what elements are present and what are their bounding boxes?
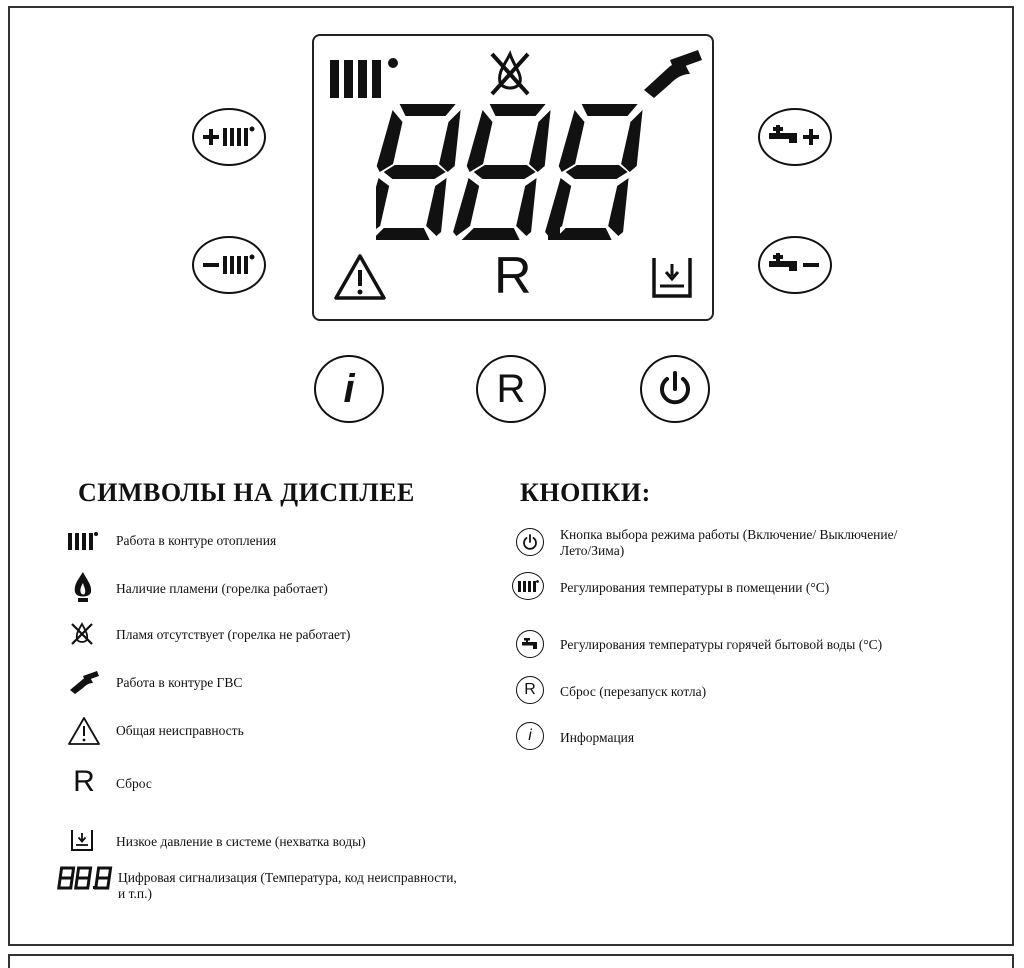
legend-item-text: Информация [560,730,635,745]
reset-icon: R [496,367,526,411]
segment-digits [376,102,656,242]
legend-tap-icon [516,630,544,658]
digit-3 [544,104,648,240]
dhw-minus-button[interactable] [758,236,832,294]
legend-radiator-icon [66,530,100,552]
info-button[interactable] [314,355,384,423]
radiator-icon [328,56,402,100]
legend-digits-icon [56,864,114,892]
warning-icon [332,252,388,302]
power-icon [656,370,694,408]
reset-symbol: R [494,247,532,305]
legend-low-pressure-icon [68,826,96,854]
legend-warning-icon [66,716,102,746]
legend-item-text: Пламя отсутствует (горелка не работает) [116,627,351,642]
minus-radiator-icon [201,252,257,278]
dhw-plus-button[interactable] [758,108,832,166]
display-legend-title: СИМВОЛЫ НА ДИСПЛЕЕ [78,478,415,507]
tap-minus-icon [767,251,823,279]
legend-item-text: Кнопка выбора режима работы (Включение/ Выключение/ Лето/Зима) [560,527,898,558]
legend-power-icon [516,528,544,556]
legend-item-text: Общая неисправность [116,723,244,738]
legend-no-flame-icon [68,620,96,648]
info-icon: i [343,367,355,411]
low-pressure-icon [650,254,694,300]
buttons-legend-title: КНОПКИ: [520,478,651,507]
legend-item-text: Цифровая сигнализация (Температура, код неисправности, и т.п.) [118,870,457,901]
no-flame-icon [486,48,534,100]
digit-1 [376,104,466,240]
legend-item-text: Работа в контуре отопления [116,533,277,548]
legend-item-text: Низкое давление в системе (нехватка воды) [116,834,366,849]
legend-reset-icon: R [73,765,95,798]
legend-item-text: Регулирования температуры горячей бытовой воды (°C) [560,637,883,652]
heating-minus-button[interactable] [192,236,266,294]
plus-radiator-icon [201,124,257,150]
legend-shower-icon [68,670,100,694]
legend-flame-icon [70,570,96,604]
heating-plus-button[interactable] [192,108,266,166]
shower-icon [640,46,704,98]
power-button[interactable] [640,355,710,423]
digit-2 [452,104,556,240]
tap-plus-icon [767,123,823,151]
legend-item-text: Сброс [116,776,152,791]
legend-reset-button-icon: R [516,676,544,704]
lcd-display [312,34,714,321]
legend-item-text: Регулирования температуры в помещении (°C) [560,580,830,595]
legend-radiator-button-icon [512,572,544,600]
legend-item-text: Работа в контуре ГВС [116,675,243,690]
legend-item-text: Сброс (перезапуск котла) [560,684,707,699]
reset-button[interactable] [476,355,546,423]
legend-info-icon: i [516,722,544,750]
legend-item-text: Наличие пламени (горелка работает) [116,581,328,596]
